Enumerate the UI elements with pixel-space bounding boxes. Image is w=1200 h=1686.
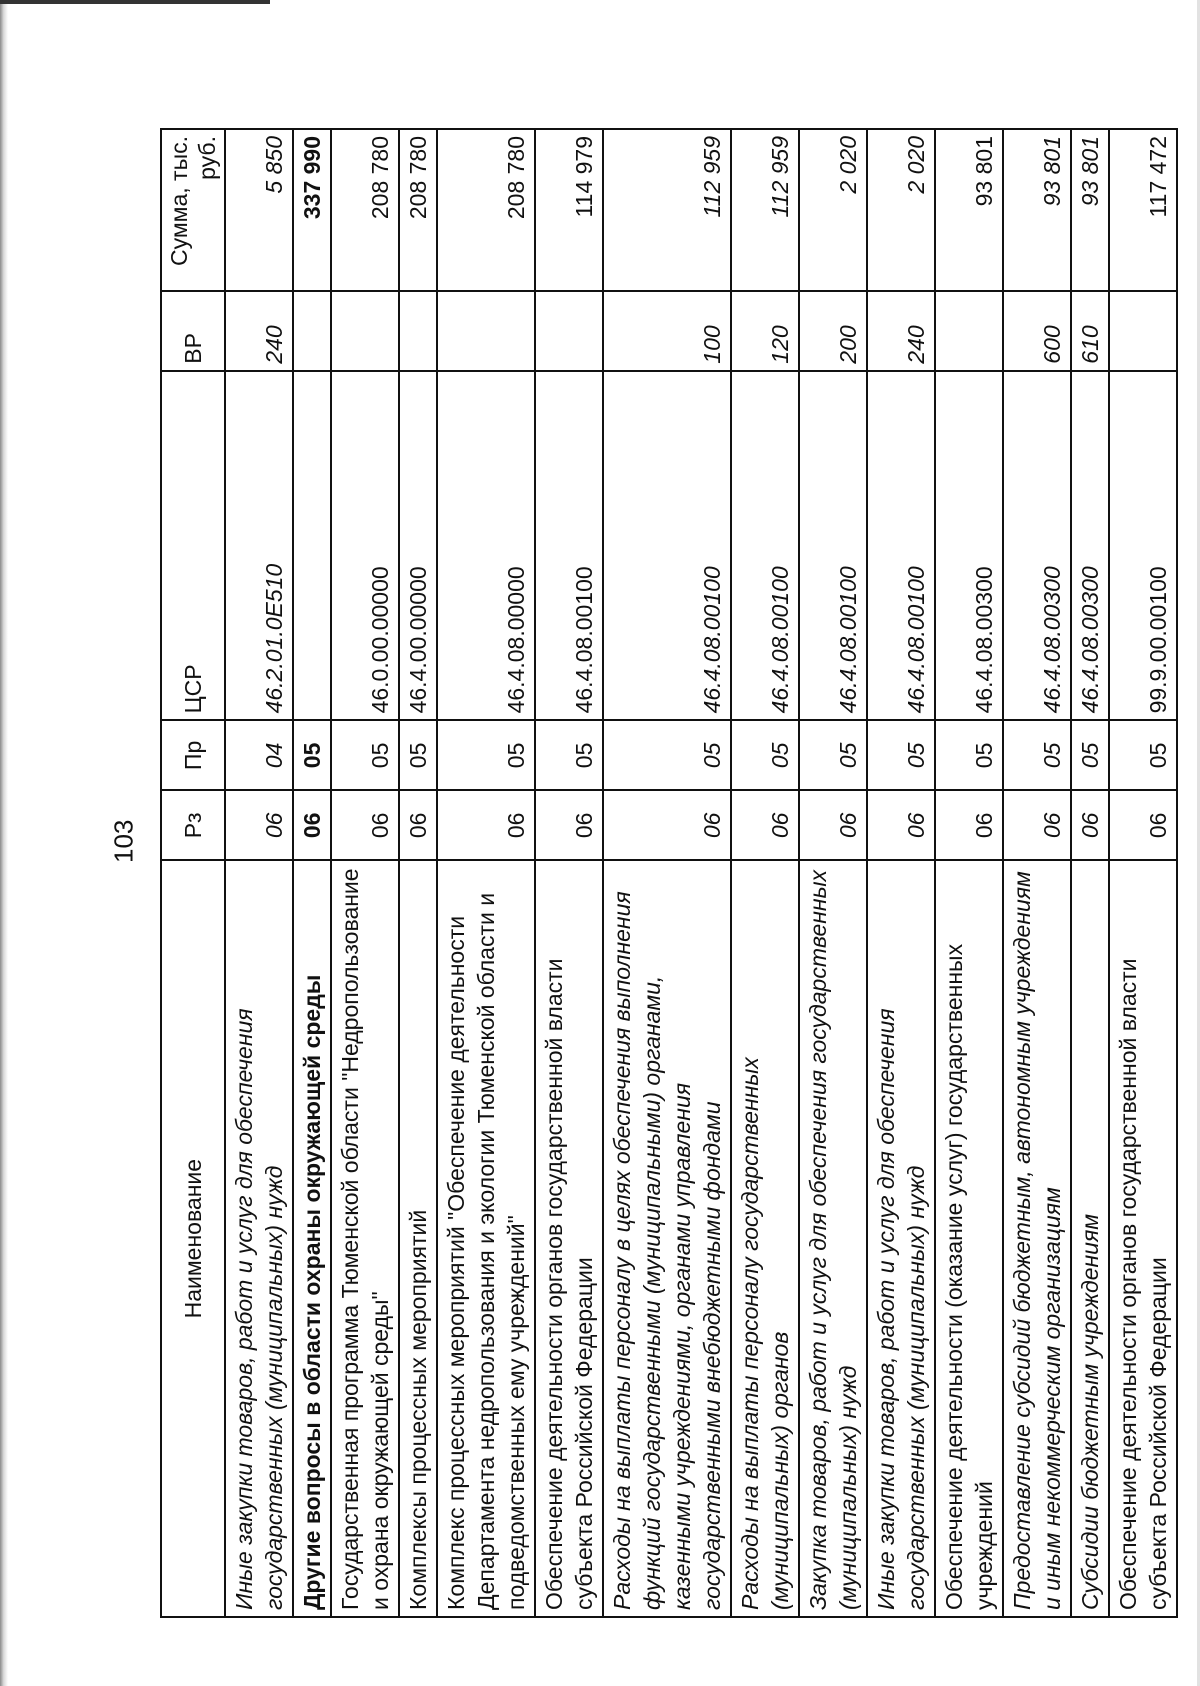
cell-rz: 06 [1003, 790, 1071, 860]
cell-pr: 05 [1109, 720, 1177, 790]
cell-sum: 208 780 [399, 129, 437, 291]
cell-vr [399, 291, 437, 370]
table-row [535, 129, 603, 1617]
cell-sum: 114 979 [535, 129, 603, 291]
cell-rz: 06 [603, 790, 731, 860]
cell-vr: 200 [799, 291, 867, 370]
cell-pr: 05 [603, 720, 731, 790]
cell-rz: 06 [535, 790, 603, 860]
cell-sum: 117 472 [1109, 129, 1177, 291]
cell-vr: 610 [1071, 291, 1109, 370]
cell-csr: 46.4.08.00100 [867, 371, 935, 721]
cell-sum: 112 959 [731, 129, 799, 291]
cell-vr [535, 291, 603, 370]
table-row [331, 129, 399, 1617]
header-rz: Рз [161, 790, 225, 860]
cell-vr [1109, 291, 1177, 370]
cell-name: Закупка товаров, работ и услуг для обеспечения государственных (муниципальных) нужд [799, 860, 867, 1617]
cell-name: Обеспечение деятельности (оказание услуг) государственных учреждений [935, 860, 1003, 1617]
cell-csr: 46.4.08.00300 [935, 371, 1003, 721]
table-row [225, 129, 293, 1617]
cell-name: Обеспечение деятельности органов государственной власти субъекта Российской Федерации [535, 860, 603, 1617]
cell-csr: 99.9.00.00100 [1109, 371, 1177, 721]
rotated-table-container [160, 128, 1171, 1618]
cell-csr: 46.4.08.00100 [799, 371, 867, 721]
cell-rz: 06 [731, 790, 799, 860]
cell-sum: 208 780 [331, 129, 399, 291]
cell-rz: 06 [799, 790, 867, 860]
table-row [867, 129, 935, 1617]
cell-rz: 06 [331, 790, 399, 860]
cell-rz: 06 [867, 790, 935, 860]
cell-csr: 46.4.08.00000 [437, 371, 535, 721]
table-row [1109, 129, 1177, 1617]
cell-name: Расходы на выплаты персоналу государственных (муниципальных) органов [731, 860, 799, 1617]
cell-csr: 46.2.01.0Е510 [225, 371, 293, 721]
cell-pr: 05 [731, 720, 799, 790]
table-body [225, 129, 1177, 1617]
header-pr: Пр [161, 720, 225, 790]
cell-pr: 05 [1003, 720, 1071, 790]
cell-rz: 06 [1109, 790, 1177, 860]
cell-name: Иные закупки товаров, работ и услуг для обеспечения государственных (муниципальных) нужд [867, 860, 935, 1617]
cell-pr: 04 [225, 720, 293, 790]
cell-sum: 5 850 [225, 129, 293, 291]
table-header-row [161, 129, 225, 1617]
cell-csr: 46.4.00.00000 [399, 371, 437, 721]
cell-name: Комплексы процессных мероприятий [399, 860, 437, 1617]
cell-vr: 120 [731, 291, 799, 370]
cell-sum: 112 959 [603, 129, 731, 291]
cell-name: Обеспечение деятельности органов государственной власти субъекта Российской Федерации [1109, 860, 1177, 1617]
cell-sum: 93 801 [1071, 129, 1109, 291]
cell-name: Предоставление субсидий бюджетным, автономным учреждениям и иным некоммерческим организациям [1003, 860, 1071, 1617]
cell-rz: 06 [437, 790, 535, 860]
table-row [603, 129, 731, 1617]
cell-csr: 46.4.08.00300 [1071, 371, 1109, 721]
cell-rz: 06 [225, 790, 293, 860]
table-row [799, 129, 867, 1617]
header-csr: ЦСР [161, 371, 225, 721]
cell-sum: 2 020 [867, 129, 935, 291]
scan-edge-top [0, 0, 270, 4]
header-vr: ВР [161, 291, 225, 370]
cell-rz: 06 [293, 790, 331, 860]
cell-vr: 100 [603, 291, 731, 370]
cell-vr [331, 291, 399, 370]
cell-pr: 05 [935, 720, 1003, 790]
cell-vr [437, 291, 535, 370]
cell-sum: 2 020 [799, 129, 867, 291]
cell-sum: 93 801 [1003, 129, 1071, 291]
table-row [437, 129, 535, 1617]
cell-csr [293, 371, 331, 721]
header-name: Наименование [161, 860, 225, 1617]
header-sum: Сумма, тыс. руб. [161, 129, 225, 291]
cell-rz: 06 [1071, 790, 1109, 860]
cell-csr: 46.4.08.00300 [1003, 371, 1071, 721]
cell-vr: 600 [1003, 291, 1071, 370]
cell-name: Субсидии бюджетным учреждениям [1071, 860, 1109, 1617]
cell-pr: 05 [799, 720, 867, 790]
cell-csr: 46.4.08.00100 [535, 371, 603, 721]
cell-vr [293, 291, 331, 370]
cell-pr: 05 [331, 720, 399, 790]
cell-csr: 46.0.00.00000 [331, 371, 399, 721]
cell-pr: 05 [867, 720, 935, 790]
cell-name: Иные закупки товаров, работ и услуг для обеспечения государственных (муниципальных) нужд [225, 860, 293, 1617]
table-row [935, 129, 1003, 1617]
cell-pr: 05 [1071, 720, 1109, 790]
budget-table [160, 128, 1178, 1618]
cell-name: Комплекс процессных мероприятий "Обеспечение деятельности Департамента недропользования и экологии Тюменской области и подведомственных ему учреждений" [437, 860, 535, 1617]
cell-vr: 240 [225, 291, 293, 370]
cell-vr: 240 [867, 291, 935, 370]
scan-edge-left [0, 0, 8, 1686]
table-row [293, 129, 331, 1617]
cell-pr: 05 [437, 720, 535, 790]
table-row [731, 129, 799, 1617]
cell-vr [935, 291, 1003, 370]
cell-sum: 337 990 [293, 129, 331, 291]
table-row [399, 129, 437, 1617]
cell-name: Государственная программа Тюменской области "Недропользование и охрана окружающей среды" [331, 860, 399, 1617]
cell-pr: 05 [535, 720, 603, 790]
cell-sum: 208 780 [437, 129, 535, 291]
cell-csr: 46.4.08.00100 [603, 371, 731, 721]
table-row [1071, 129, 1109, 1617]
cell-pr: 05 [399, 720, 437, 790]
cell-rz: 06 [399, 790, 437, 860]
cell-csr: 46.4.08.00100 [731, 371, 799, 721]
page-number: 103 [108, 819, 139, 863]
cell-name: Другие вопросы в области охраны окружающей среды [293, 860, 331, 1617]
table-row [1003, 129, 1071, 1617]
cell-pr: 05 [293, 720, 331, 790]
cell-rz: 06 [935, 790, 1003, 860]
cell-name: Расходы на выплаты персоналу в целях обеспечения выполнения функций государственными (муниципальными) органами, казенными учреждениями, органами управления государственными внебюджетными фондами [603, 860, 731, 1617]
cell-sum: 93 801 [935, 129, 1003, 291]
